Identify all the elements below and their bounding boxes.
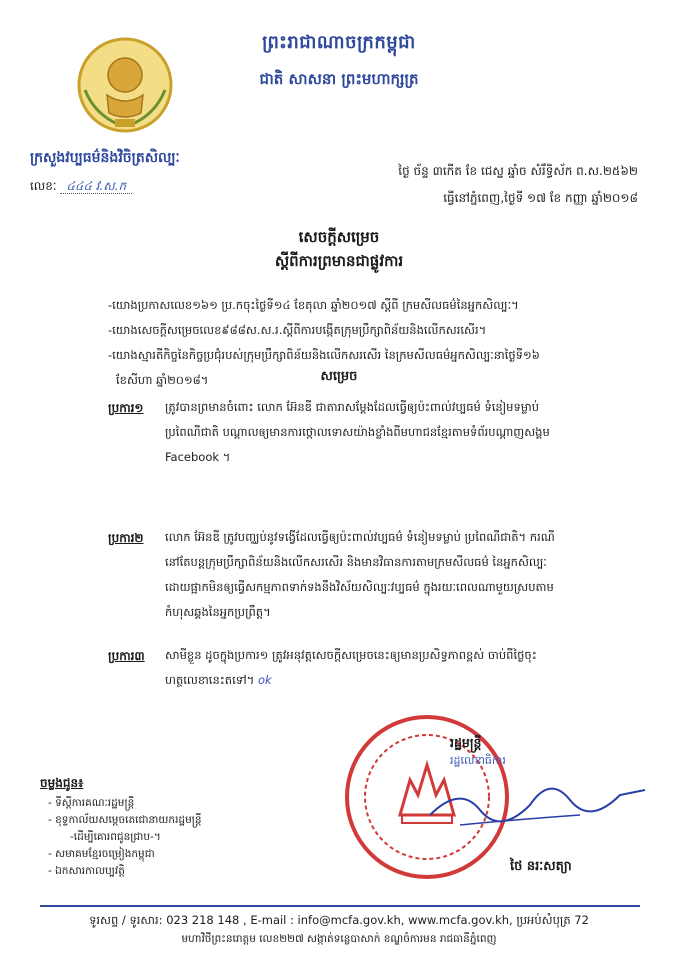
signatory-role: រដ្ឋមន្ត្រី រដ្ឋលេខាធិការ: [450, 735, 506, 767]
footer-address: មហាវិថីព្រះនរោត្តម លេខ២២៧ សង្កាត់ទន្លេបាសាក់ ខណ្ឌចំការមន រាជធានីភ្នំពេញ: [181, 933, 497, 945]
article-1-label: ប្រការ១: [108, 401, 144, 415]
article-3-body: [165, 643, 645, 693]
cc-item: - សមាគមខ្មែរចម្រៀងកម្ពុជា: [48, 848, 155, 860]
article-line: កំហុសឆ្គងនៃអ្នកប្រព្រឹត្ត។: [165, 605, 271, 619]
article-line: នៅតែបន្តក្រុមប្រឹក្សាពិន័យនិងលើកសរសើរ និងមានវិធានការតាមក្រមសីលធម៌ នៃអ្នកសិល្បៈ: [165, 555, 547, 569]
article-line: ដោយផ្អាកមិនឲ្យធ្វើសកម្មភាពទាក់ទងនឹងវិស័យសិល្បៈវប្បធម៌ ក្នុងរយៈពេលណាមួយស្របតាម: [165, 580, 554, 594]
reference-value: ៤៤៤ វ.ស.ក: [60, 179, 132, 194]
article-2-body: [165, 525, 645, 625]
article-line: សាមីខ្លួន ដូចក្នុងប្រការ១ ត្រូវអនុវត្តសេចក្តីសម្រេចនេះឲ្យមានប្រសិទ្ធភាពខ្ពស់ ចាប់ពីថ្ងៃចុះ: [165, 648, 537, 662]
article-2-label: ប្រការ២: [108, 531, 144, 545]
article-line: Facebook ។: [165, 450, 231, 464]
article-line: លោក អ៊ែនឌី ត្រូវបញ្ឈប់នូវទង្វើដែលធ្វើឲ្យប៉ះពាល់វប្បធម៌ ទំនៀមទម្លាប់ ប្រពៃណីជាតិ។ ករណី: [165, 530, 555, 544]
footer-contact: ទូរសព្ទ / ទូរសារ: 023 218 148 , E-mail : info@mcfa.gov.kh, www.mcfa.gov.kh, ប្រអប់សំបុត្រ 72: [89, 913, 589, 927]
article-3-label: ប្រការ៣: [108, 649, 145, 663]
cc-item: - ឯកសារកាលប្បវត្តិ: [48, 865, 125, 877]
reference-item: ខែសីហា ឆ្នាំ២០១៨។: [116, 373, 209, 387]
cc-list: [48, 795, 202, 880]
document-title: សេចក្តីសម្រេច: [298, 228, 380, 246]
reference-item: -យោងសេចក្តីសម្រេចលេខ៩៨៨ស.ស.រ.ស្តីពីការបង្កើតក្រុមប្រឹក្សាពិន័យនិងលើកសរសើរ។: [108, 323, 487, 337]
article-1-body: [165, 395, 645, 470]
document-subtitle: ស្តីពីការព្រមានជាផ្លូវការ: [274, 252, 404, 270]
cc-title: ចម្លងជូន៖: [40, 776, 84, 790]
cc-item: - ទីស្តីការគណៈរដ្ឋមន្ត្រី: [48, 797, 135, 809]
cc-item: -ដើម្បីគោរពជូនជ្រាប-។: [70, 831, 161, 843]
article-line: ហត្ថលេខានេះតទៅ។ ok: [165, 673, 272, 687]
article-line: ប្រពៃណីជាតិ បណ្តាលឲ្យមានការថ្កោលទោសយ៉ាងខ្លាំងពីមហាជនខ្មែរតាមទំព័របណ្តាញសង្គម: [165, 425, 550, 439]
signatory-name: ថៃ នរៈសត្យា: [510, 859, 572, 874]
reference-item: -យោងស្មារតីកិច្ចនៃកិច្ចប្រជុំរបស់ក្រុមប្រឹក្សាពិន័យនិងលើកសរសើរ នៃក្រមសីលធម៌អ្នកសិល្បៈនាថ្ងៃទី១៦: [108, 348, 540, 362]
reference-item: -យោងប្រកាសលេខ១៦១ ប្រ.កចុះថ្ងៃទី១៤ ខែតុលា ឆ្នាំ២០១៧ ស្តីពី ក្រមសីលធម៌នៃអ្នកសិល្បៈ។: [108, 298, 519, 312]
decides-heading: សម្រេច: [320, 369, 358, 384]
solar-date: ធ្វើនៅភ្នំពេញ,ថ្ងៃទី ១៧ ខែ កញ្ញា ឆ្នាំ២០១៨: [443, 191, 638, 205]
cc-item: - ខុទ្ទកាល័យសម្តេចតេជោនាយករដ្ឋមន្ត្រី: [48, 814, 202, 826]
article-line: ត្រូវបានព្រមានចំពោះ លោក អ៊ែនឌី ជាតារាសម្តែងដែលធ្វើឲ្យប៉ះពាល់វប្បធម៌ ទំនៀមទម្លាប់: [165, 400, 539, 414]
national-motto: ជាតិ សាសនា ព្រះមហាក្សត្រ: [259, 70, 419, 88]
footer-divider: [40, 905, 640, 907]
handwritten-signature-icon: [420, 765, 650, 839]
ministry-name: ក្រសួងវប្បធម៌និងវិចិត្រសិល្បៈ: [30, 150, 180, 166]
kingdom-title: ព្រះរាជាណាចក្រកម្ពុជា: [262, 32, 416, 53]
reference-number: [30, 178, 132, 196]
handwritten-initial: ok: [257, 673, 272, 687]
lunar-date: ថ្ងៃ ច័ន្ទ ៣កើត ខែ ជេស្ឋ ឆ្នាំច សំរឹទ្ធិស័ក ព.ស.២៥៦២: [398, 164, 638, 178]
reference-label: លេខៈ: [30, 179, 57, 193]
